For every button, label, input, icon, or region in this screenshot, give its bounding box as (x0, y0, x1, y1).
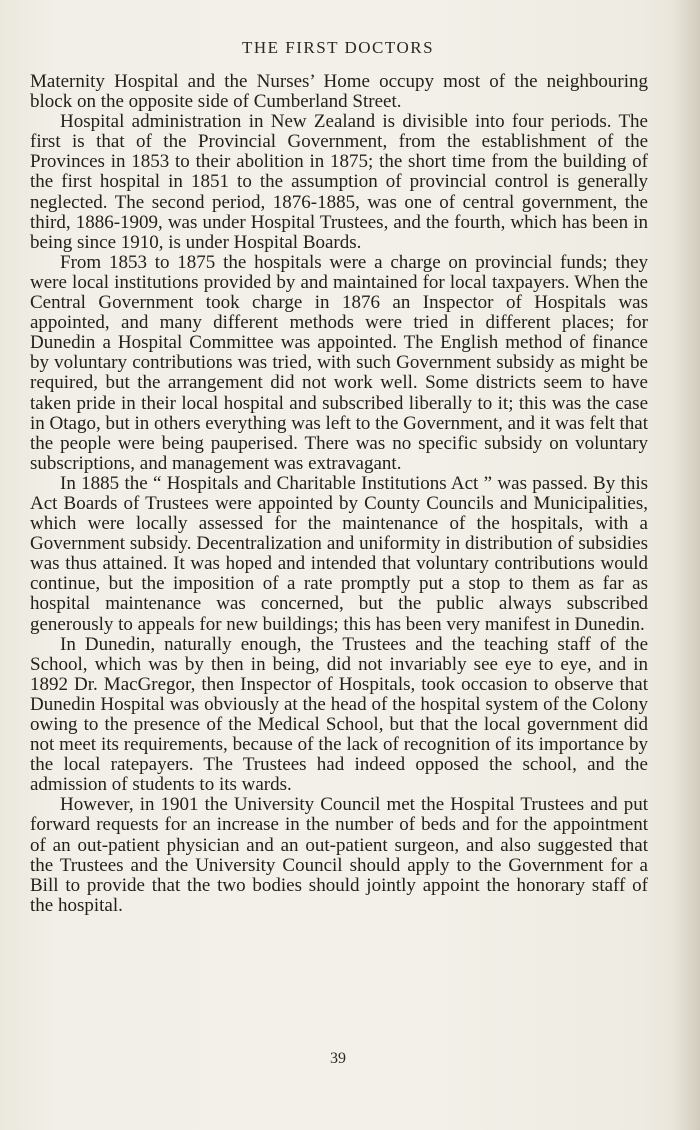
page-edge-shadow (674, 0, 700, 1130)
paragraph-administration-periods: Hospital administration in New Zealand is divisible into four periods. The first is that of the Provincial Government, from the establishment of the Provinces in 1853 to their abolition in 1875; the short time from the building of the first hospital in 1851 to the assumption of provincial control is generally neglected. The second period, 1876-1885, was one of central government, the third, 1886-1909, was under Hospital Trustees, and the fourth, which has been in being since 1910, is under Hospital Boards. (30, 111, 648, 253)
paragraph-provincial-funds: From 1853 to 1875 the hospitals were a charge on provincial funds; they were local institutions provided by and maintained for local taxpayers. When the Central Government took charge in 1876 an Inspector of Hospitals was appointed, and many different methods were tried in different places; for Dunedin a Hospital Committee was appointed. The English method of finance by voluntary contributions was tried, with such Government subsidy as might be required, but the arrangement did not work well. Some districts seem to have taken pride in their local hospital and subscribed liberally to it; this was the case in Otago, but in others everything was left to the Government, and it was felt that the people were being pauperised. There was no specific subsidy on voluntary subscriptions, and management was extravagant. (30, 251, 648, 474)
page-number: 39 (330, 1050, 346, 1067)
paragraph-continuation: Maternity Hospital and the Nurses’ Home occupy most of the neighbouring block on the opposite side of Cumberland Street. (30, 71, 648, 113)
paragraph-1901-council: However, in 1901 the University Council met the Hospital Trustees and put forward requests for an increase in the number of beds and for the appointment of an out-patient physician and an out-patient surgeon, and also suggested that the Trustees and the University Council should apply to the Government for a Bill to provide that the two bodies should jointly appoint the honorary staff of the hospital. (30, 794, 648, 916)
paragraph-dunedin-trustees: In Dunedin, naturally enough, the Trustees and the teaching staff of the School, which was by then in being, did not invariably see eye to eye, and in 1892 Dr. MacGregor, then Inspector of Hospitals, took occasion to observe that Dunedin Hospital was obviously at the head of the hospital system of the Colony owing to the presence of the Medical School, but that the local government did not meet its requirements, because of the lack of recognition of its importance by the local ratepayers. The Trustees had indeed opposed the school, and the admission of students to its wards. (30, 633, 648, 796)
paragraph-1885-act: In 1885 the “ Hospitals and Charitable Institutions Act ” was passed. By this Act Boards of Trustees were appointed by County Councils and Municipalities, which were locally assessed for the maintenance of the hospitals, with a Government subsidy. Decentralization and uniformity in distribution of subsidies was thus attained. It was hoped and intended that voluntary contributions would continue, but the imposition of a rate promptly put a stop to them as far as hospital maintenance was concerned, but the public always subscribed generously to appeals for new buildings; this has been very manifest in Dunedin. (30, 472, 648, 635)
body-text (30, 72, 648, 916)
running-head: THE FIRST DOCTORS (241, 38, 435, 57)
